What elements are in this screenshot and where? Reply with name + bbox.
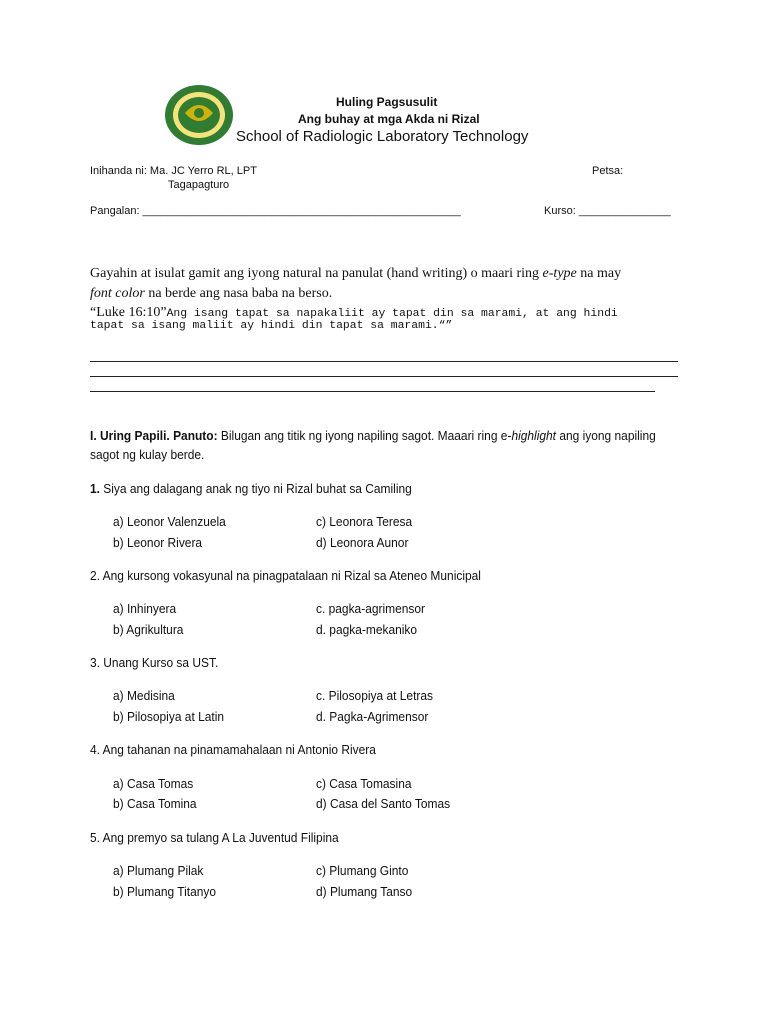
option-c[interactable]: c. pagka-agrimensor [316, 601, 426, 616]
option-d[interactable]: d. Pagka-Agrimensor [316, 709, 429, 724]
exam-subtitle: Ang buhay at mga Akda ni Rizal [298, 112, 480, 126]
exam-title: Huling Pagsusulit [336, 95, 438, 109]
question-2: 2. Ang kursong vokasyunal na pinagpatalaan ni Rizal sa Ateneo Municipal [90, 568, 481, 583]
question-3: 3. Unang Kurso sa UST. [90, 655, 219, 670]
question-text: Siya ang dalagang anak ng tiyo ni Rizal buhat sa Camiling [99, 481, 412, 496]
writing-line[interactable] [90, 391, 655, 392]
option-b[interactable]: b) Leonor Rivera [113, 535, 203, 550]
course-field[interactable]: Kurso: _______________ [544, 205, 671, 217]
option-b[interactable]: b) Pilosopiya at Latin [113, 709, 225, 724]
writing-line[interactable] [90, 376, 678, 377]
verse-line1 [90, 303, 618, 321]
option-a[interactable]: a) Leonor Valenzuela [113, 514, 226, 529]
highlight-text: highlight [511, 428, 557, 443]
option-c[interactable]: c. Pilosopiya at Letras [316, 688, 434, 703]
school-name: School of Radiologic Laboratory Technology [236, 128, 529, 145]
etype-text: e-type [542, 266, 577, 281]
option-b[interactable]: b) Casa Tomina [113, 796, 197, 811]
question-4: 4. Ang tahanan na pinamamahalaan ni Antonio Rivera [90, 742, 376, 757]
option-d[interactable]: d) Leonora Aunor [316, 535, 409, 550]
option-d[interactable]: d) Plumang Tanso [316, 884, 413, 899]
question-number: 1. [90, 481, 100, 496]
option-c[interactable]: c) Plumang Ginto [316, 863, 409, 878]
date-label: Petsa: [592, 165, 624, 177]
instruction-text: Gayahin at isulat gamit ang iyong natural na panulat (hand writing) o maari ring [90, 266, 543, 281]
writing-line[interactable] [90, 361, 678, 362]
role: Tagapagturo [168, 179, 230, 191]
section-directions [90, 428, 656, 443]
option-d[interactable]: d. pagka-mekaniko [316, 622, 418, 637]
option-a[interactable]: a) Inhinyera [113, 601, 177, 616]
verse-reference: “Luke 16:10” [90, 305, 167, 320]
option-d[interactable]: d) Casa del Santo Tomas [316, 796, 451, 811]
instruction-text: na berde ang nasa baba na berso. [144, 286, 333, 301]
directions-line2: sagot ng kulay berde. [90, 447, 205, 462]
question-1 [90, 481, 412, 496]
name-field[interactable]: Pangalan: ____________________________________________________ [90, 205, 461, 217]
directions-text: Bilugan ang titik ng iyong napiling sagot. Maaari ring e- [217, 428, 512, 443]
section-title: I. Uring Papili. Panuto: [90, 428, 218, 443]
instruction-line2 [90, 286, 332, 302]
option-a[interactable]: a) Casa Tomas [113, 776, 194, 791]
school-logo [163, 83, 235, 147]
directions-text: ang iyong napiling [556, 428, 656, 443]
verse-text: Ang isang tapat sa napakaliit ay tapat din sa marami, at ang hindi [166, 308, 618, 320]
option-b[interactable]: b) Plumang Titanyo [113, 884, 217, 899]
instruction-text: na may [576, 266, 622, 281]
option-a[interactable]: a) Medisina [113, 688, 175, 703]
fontcolor-text: font color [90, 286, 145, 301]
prepared-by: Inihanda ni: Ma. JC Yerro RL, LPT [90, 165, 257, 177]
option-a[interactable]: a) Plumang Pilak [113, 863, 204, 878]
option-c[interactable]: c) Leonora Teresa [316, 514, 413, 529]
instruction-line1 [90, 266, 621, 282]
option-b[interactable]: b) Agrikultura [113, 622, 184, 637]
verse-line2: tapat sa isang maliit ay hindi din tapat sa marami.“” [90, 320, 453, 332]
question-5: 5. Ang premyo sa tulang A La Juventud Filipina [90, 830, 339, 845]
option-c[interactable]: c) Casa Tomasina [316, 776, 412, 791]
